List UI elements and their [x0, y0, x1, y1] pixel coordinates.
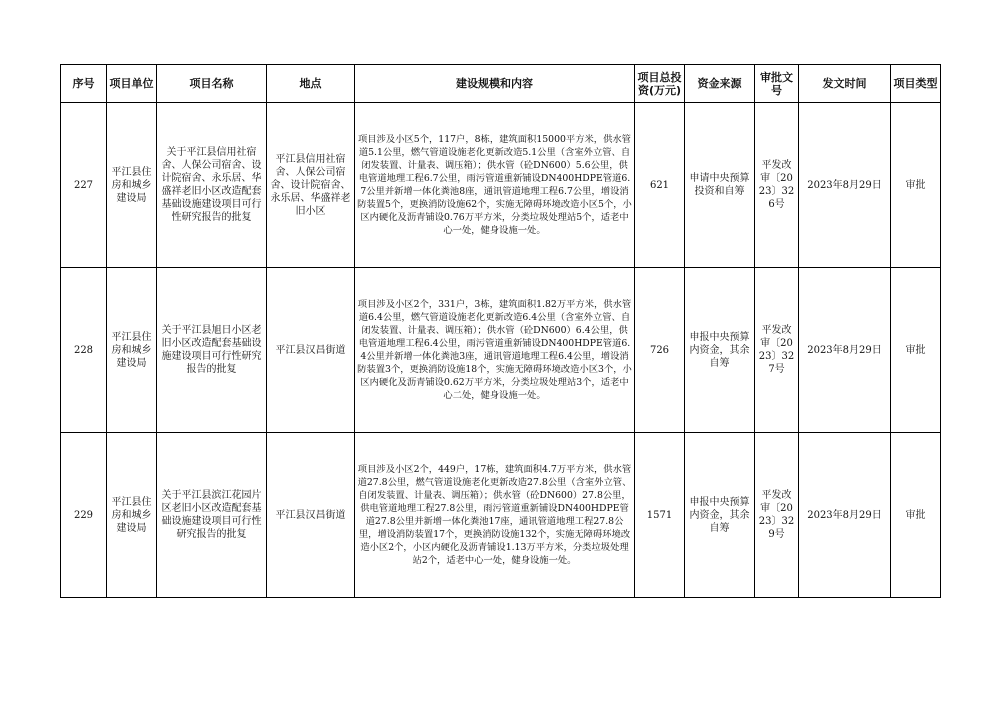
cell-date: 2023年8月29日: [799, 103, 891, 268]
cell-scope: 项目涉及小区2个，449户，17栋，建筑面积4.7万平方米，供水管道27.8公里，燃气管道设施老化更新改造27.8公里（含室外立管、自闭发装置、计量表、调压箱）；供水管（砼DN600）27.8公里，供电管道地理工程27.8公里，雨污管道重新铺设DN400HDPE管道27.8公里并新增一体化粪池17座，通讯管道地理工程27.8公里，增设消防装置17个，更换消防设施132个，实施无障碍环境改造小区2个，小区内硬化及沥青铺设1.13万平方米，分类垃圾处理站2个，适老中心一处，健身设施一处。: [355, 433, 635, 598]
cell-date: 2023年8月29日: [799, 268, 891, 433]
cell-unit: 平江县住房和城乡建设局: [107, 268, 157, 433]
cell-funding: 申请中央预算投资和自筹: [685, 103, 755, 268]
cell-funding: 申报中央预算内资金，其余自筹: [685, 433, 755, 598]
header-row: [61, 65, 941, 103]
cell-type: 审批: [891, 433, 941, 598]
cell-location: 平江县汉昌街道: [267, 433, 355, 598]
cell-investment: 726: [635, 268, 685, 433]
header-approval: 审批文号: [755, 65, 799, 103]
cell-approval: 平发改审〔2023〕326号: [755, 103, 799, 268]
cell-investment: 621: [635, 103, 685, 268]
header-name: 项目名称: [157, 65, 267, 103]
cell-type: 审批: [891, 268, 941, 433]
cell-funding: 申报中央预算内资金，其余自筹: [685, 268, 755, 433]
cell-name: 关于平江县滨江花园片区老旧小区改造配套基础设施建设项目可行性研究报告的批复: [157, 433, 267, 598]
cell-approval: 平发改审〔2023〕329号: [755, 433, 799, 598]
header-type: 项目类型: [891, 65, 941, 103]
header-investment: 项目总投资(万元): [635, 65, 685, 103]
cell-type: 审批: [891, 103, 941, 268]
header-funding: 资金来源: [685, 65, 755, 103]
header-seq: 序号: [61, 65, 107, 103]
cell-name: 关于平江县信用社宿舍、人保公司宿舍、设计院宿舍、永乐居、华盛祥老旧小区改造配套基础设施建设项目可行性研究报告的批复: [157, 103, 267, 268]
header-location: 地点: [267, 65, 355, 103]
cell-investment: 1571: [635, 433, 685, 598]
cell-seq: 228: [61, 268, 107, 433]
cell-scope: 项目涉及小区2个，331户，3栋，建筑面积1.82万平方米，供水管道6.4公里，燃气管道设施老化更新改造6.4公里（含室外立管、自闭发装置、计量表、调压箱）；供水管（砼DN600）6.4公里，供电管道地理工程6.4公里，雨污管道重新铺设DN400HDPE管道6.4公里并新增一体化粪池3座，通讯管道地理工程6.4公里，增设消防装置3个，更换消防设施18个，实施无障碍环境改造小区3个，小区内硬化及沥青铺设0.62万平方米，分类垃圾处理站3个，适老中心二处，健身设施一处。: [355, 268, 635, 433]
table-row: [61, 103, 941, 268]
cell-seq: 227: [61, 103, 107, 268]
project-approval-table: [60, 64, 941, 598]
header-date: 发文时间: [799, 65, 891, 103]
cell-seq: 229: [61, 433, 107, 598]
cell-name: 关于平江县旭日小区老旧小区改造配套基础设施建设项目可行性研究报告的批复: [157, 268, 267, 433]
cell-approval: 平发改审〔2023〕327号: [755, 268, 799, 433]
cell-location: 平江县汉昌街道: [267, 268, 355, 433]
cell-location: 平江县信用社宿舍、人保公司宿舍、设计院宿舍、永乐居、华盛祥老旧小区: [267, 103, 355, 268]
header-scope: 建设规模和内容: [355, 65, 635, 103]
table-row: [61, 268, 941, 433]
cell-unit: 平江县住房和城乡建设局: [107, 103, 157, 268]
table-row: [61, 433, 941, 598]
cell-unit: 平江县住房和城乡建设局: [107, 433, 157, 598]
cell-scope: 项目涉及小区5个，117户，8栋，建筑面积15000平方米，供水管道5.1公里，燃气管道设施老化更新改造5.1公里（含室外立管、自闭发装置、计量表、调压箱）；供水管（砼DN600）5.6公里，供电管道地理工程6.7公里，雨污管道重新铺设DN400HDPE管道6.7公里并新增一体化粪池8座，通讯管道地理工程6.7公里，增设消防装置5个，更换消防设施62个，实施无障碍环境改造小区5个，小区内硬化及沥青铺设0.76万平方米，分类垃圾处理站5个，适老中心一处，健身设施一处。: [355, 103, 635, 268]
header-unit: 项目单位: [107, 65, 157, 103]
cell-date: 2023年8月29日: [799, 433, 891, 598]
